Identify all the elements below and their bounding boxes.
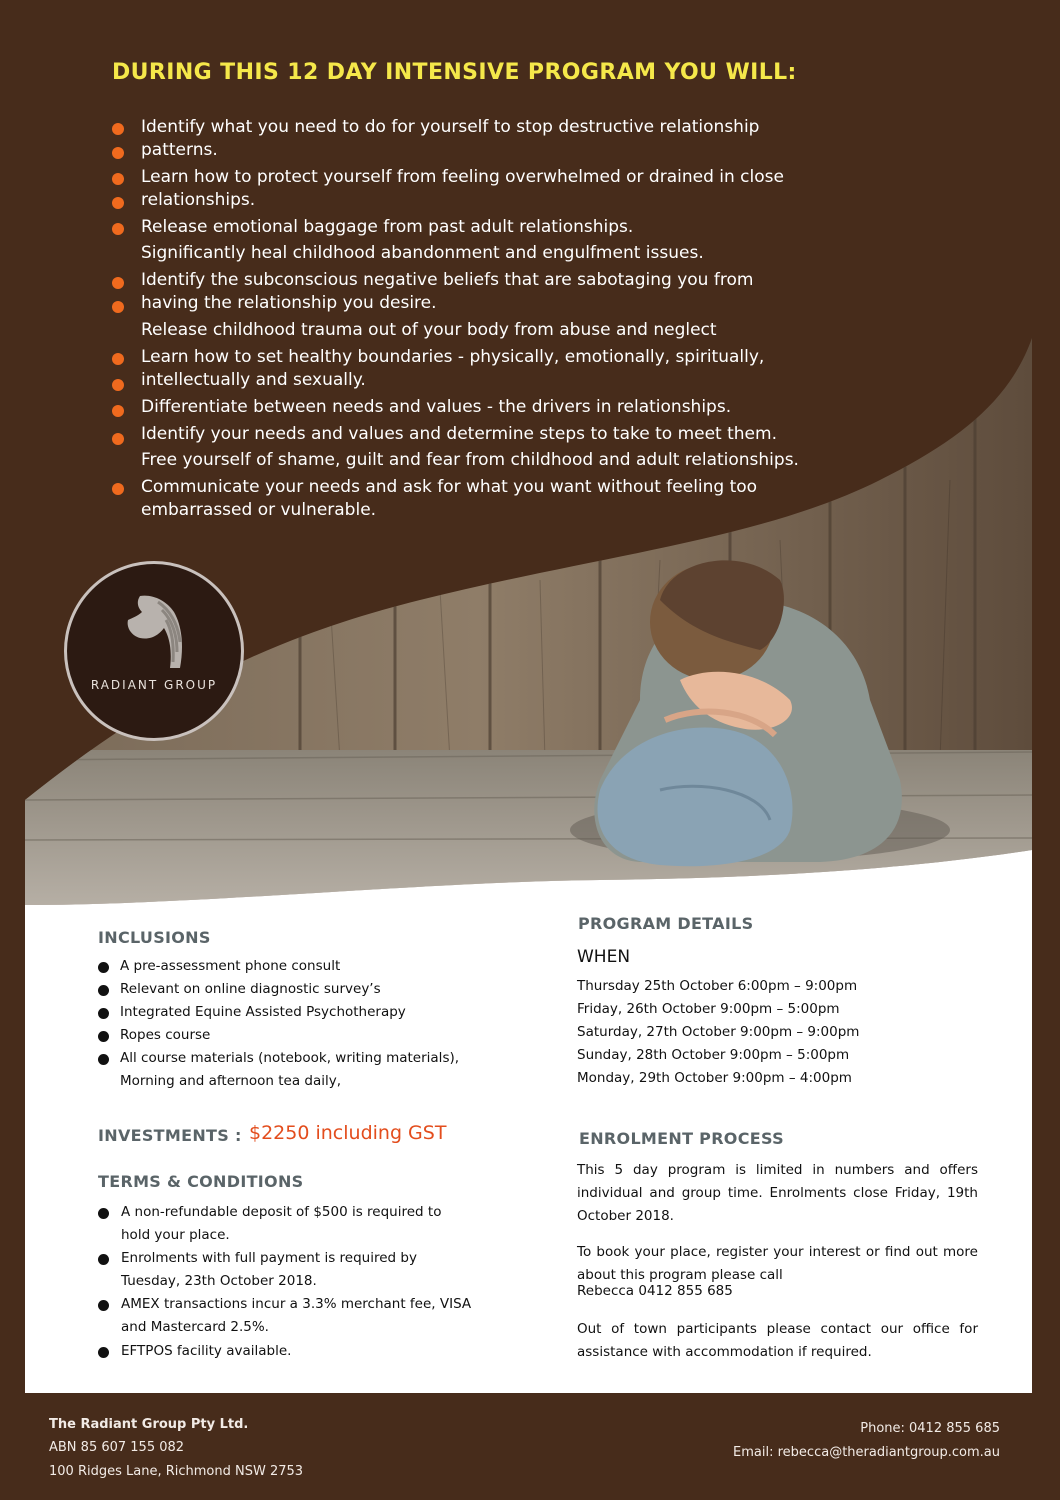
inclusion-item-continuation: Morning and afternoon tea daily, (120, 1073, 342, 1089)
inclusion-item: All course materials (notebook, writing materials), (120, 1050, 460, 1066)
bullet-dot (112, 379, 124, 391)
bullet-dot (112, 123, 124, 135)
session-date: Saturday, 27th October 9:00pm – 9:00pm (577, 1024, 860, 1040)
bullet-dot (98, 1300, 109, 1311)
program-line: Learn how to protect yourself from feeling overwhelmed or drained in close (141, 167, 784, 187)
program-line: Free yourself of shame, guilt and fear from childhood and adult relationships. (141, 450, 799, 470)
terms-line: AMEX transactions incur a 3.3% merchant fee, VISA (121, 1296, 472, 1312)
program-line: Differentiate between needs and values - the drivers in relationships. (141, 397, 732, 417)
terms-line: Enrolments with full payment is required by (121, 1250, 417, 1266)
enrolment-paragraph: Out of town participants please contact our office for assistance with accommodation if required. (577, 1321, 978, 1360)
terms-line: EFTPOS facility available. (121, 1343, 292, 1359)
logo-wordmark: RADIANT GROUP (90, 678, 218, 692)
bullet-dot (112, 433, 124, 445)
bullet-dot (112, 173, 124, 185)
enrolment-contact: Rebecca 0412 855 685 (577, 1283, 733, 1299)
price: $2250 including GST (249, 1122, 447, 1144)
program-line: Identify your needs and values and determine steps to take to meet them. (141, 424, 777, 444)
inclusion-item: Ropes course (120, 1027, 211, 1043)
investments-label: INVESTMENTS : (98, 1126, 242, 1145)
bullet-dot (98, 1254, 109, 1265)
session-date: Sunday, 28th October 9:00pm – 5:00pm (577, 1047, 850, 1063)
session-date: Thursday 25th October 6:00pm – 9:00pm (577, 978, 858, 994)
program-line: patterns. (141, 140, 218, 160)
bullet-dot (112, 197, 124, 209)
bullet-dot (112, 147, 124, 159)
session-date: Monday, 29th October 9:00pm – 4:00pm (577, 1070, 852, 1086)
terms-line: hold your place. (121, 1227, 230, 1243)
bullet-dot (98, 1347, 109, 1358)
program-line: Communicate your needs and ask for what you want without feeling too (141, 477, 758, 497)
terms-line: and Mastercard 2.5%. (121, 1319, 269, 1335)
bullet-dot (98, 1054, 109, 1065)
inclusion-item: Relevant on online diagnostic survey’s (120, 981, 381, 997)
program-line: Release emotional baggage from past adult relationships. (141, 217, 634, 237)
bullet-dot (98, 985, 109, 996)
company-name: The Radiant Group Pty Ltd. (49, 1417, 249, 1432)
program-line: Identify what you need to do for yourself to stop destructive relationship (141, 117, 760, 137)
bullet-dot (98, 1031, 109, 1042)
bullet-dot (112, 301, 124, 313)
program-line: embarrassed or vulnerable. (141, 500, 377, 520)
inclusion-item: Integrated Equine Assisted Psychotherapy (120, 1004, 406, 1020)
bullet-dot (112, 277, 124, 289)
footer-email[interactable]: Email: rebecca@theradiantgroup.com.au (733, 1445, 1000, 1460)
bullet-dot (112, 405, 124, 417)
program-line: Significantly heal childhood abandonment and engulfment issues. (141, 243, 704, 263)
bullet-dot (112, 223, 124, 235)
bullet-dot (112, 483, 124, 495)
program-line: Release childhood trauma out of your body from abuse and neglect (141, 320, 717, 340)
company-address: 100 Ridges Lane, Richmond NSW 2753 (49, 1464, 304, 1479)
company-abn: ABN 85 607 155 082 (49, 1440, 185, 1455)
bullet-dot (112, 353, 124, 365)
program-line: relationships. (141, 190, 256, 210)
program-details-heading: PROGRAM DETAILS (578, 914, 754, 933)
program-line: Identify the subconscious negative beliefs that are sabotaging you from (141, 270, 754, 290)
program-title: DURING THIS 12 DAY INTENSIVE PROGRAM YOU WILL: (112, 60, 797, 85)
terms-heading: TERMS & CONDITIONS (98, 1172, 304, 1191)
enrolment-paragraph: This 5 day program is limited in numbers and offers individual and group time. Enrolments close Friday, 19th October 2018. (577, 1162, 978, 1224)
inclusions-heading: INCLUSIONS (98, 928, 211, 947)
terms-line: Tuesday, 23th October 2018. (121, 1273, 317, 1289)
radiant-group-logo (64, 561, 244, 741)
footer-phone[interactable]: Phone: 0412 855 685 (860, 1421, 1000, 1436)
when-label: WHEN (577, 947, 631, 967)
bullet-dot (98, 1008, 109, 1019)
inclusion-item: A pre-assessment phone consult (120, 958, 341, 974)
horse-icon (122, 592, 192, 672)
enrolment-paragraph: To book your place, register your interest or find out more about this program please call (577, 1244, 978, 1283)
program-line: intellectually and sexually. (141, 370, 366, 390)
bullet-dot (98, 962, 109, 973)
enrolment-heading: ENROLMENT PROCESS (579, 1129, 784, 1148)
session-date: Friday, 26th October 9:00pm – 5:00pm (577, 1001, 840, 1017)
program-line: Learn how to set healthy boundaries - physically, emotionally, spiritually, (141, 347, 765, 367)
bullet-dot (98, 1208, 109, 1219)
program-line: having the relationship you desire. (141, 293, 437, 313)
terms-line: A non-refundable deposit of $500 is required to (121, 1204, 442, 1220)
